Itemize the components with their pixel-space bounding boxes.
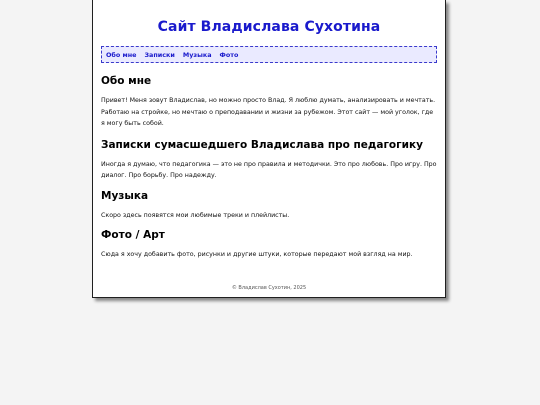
site-title: Сайт Владислава Сухотина	[157, 19, 381, 35]
nav-link-about[interactable]: Обо мне	[106, 50, 137, 59]
section-notes	[101, 139, 437, 182]
section-text-music: Скоро здесь появятся мои любимые треки и плейлисты.	[101, 211, 290, 219]
section-heading-notes: Записки сумасшедшего Владислава про педагогику	[101, 138, 423, 151]
section-heading-music: Музыка	[101, 189, 149, 202]
nav-link-notes[interactable]: Записки	[144, 50, 175, 59]
nav-link-music[interactable]: Музыка	[182, 50, 212, 59]
nav-bar	[101, 46, 437, 63]
section-heading-photo: Фото / Арт	[101, 229, 165, 241]
section-text-about: Привет! Меня зовут Владислав, но можно просто Влад. Я люблю думать, анализировать и мечтать. Работаю на стройке, но мечтаю о преподавании и жизни за рубежом. Этот сайт — мой уголок, где я могу быть собой.	[101, 97, 436, 127]
section-photo	[101, 229, 437, 261]
section-text-photo: Сюда я хочу добавить фото, рисунки и другие штуки, которые передают мой взгляд на мир.	[101, 251, 413, 258]
section-heading-about: Обо мне	[101, 75, 152, 87]
footer: © Владислав Сухотин, 2025	[231, 285, 307, 291]
section-music	[101, 190, 437, 222]
nav-link-photo[interactable]: Фото	[219, 50, 239, 59]
page-container	[92, 0, 446, 298]
section-text-notes: Иногда я думаю, что педагогика — это не про правила и методички. Это про любовь. Про игру. Про диалог. Про борьбу. Про надежду.	[101, 160, 437, 179]
section-about	[101, 75, 437, 130]
